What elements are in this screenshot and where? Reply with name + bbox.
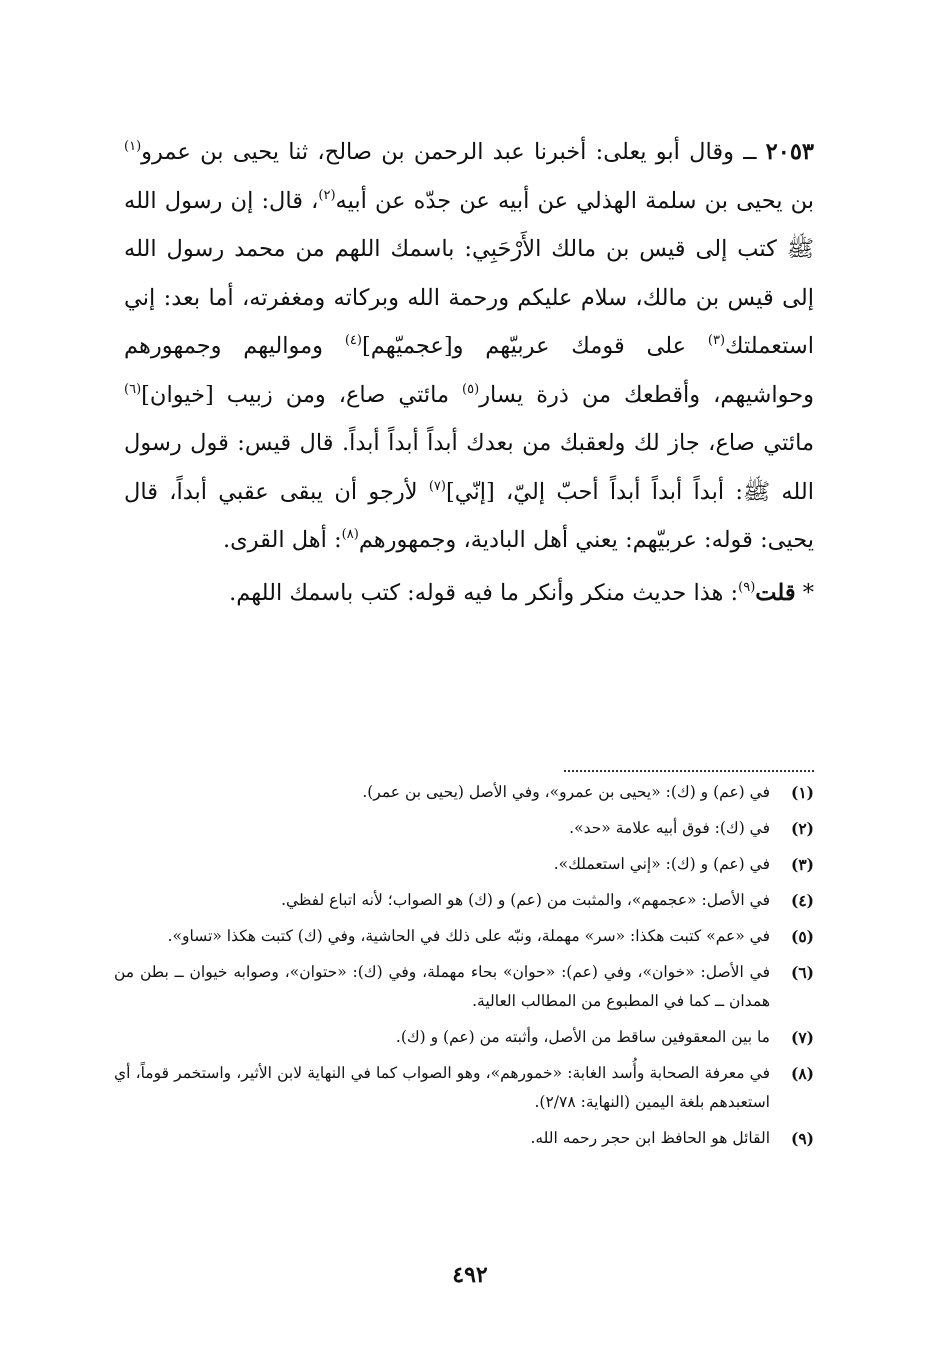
footnote-ref-6: (٦) xyxy=(124,381,142,397)
footnote-ref-9: (٩) xyxy=(738,579,756,595)
text-run: مائتي صاع، جاز لك ولعقبك من بعدك أبداً أبداً أبداً. قال قيس: قول رسول الله ﷺ: أبداً أبداً أبداً أحبّ إليّ، [إنّي] xyxy=(124,430,814,505)
author-comment xyxy=(124,569,814,618)
text-run: بن يحيى بن سلمة الهذلي عن أبيه عن جدّه عن أبيه xyxy=(335,187,814,214)
footnote xyxy=(114,886,814,915)
footnote-number: (٨) xyxy=(790,1064,814,1083)
text-run: لأرجو أن يبقى عقبي أبداً، قال يحيى: قوله: عربيّهم: يعني أهل البادية، وجمهورهم xyxy=(124,478,814,553)
footnote-text: في الأصل: «عجمهم»، والمثبت من (عم) و (ك) هو الصواب؛ لأنه اتباع لفظي. xyxy=(281,891,770,909)
text-run: ، قال: إن رسول الله ﷺ كتب إلى قيس بن مالك الأَرْحَبِي: باسمك اللهم من محمد رسول الله إلى قيس بن مالك، سلام عليكم ورحمة الله وبركاته ومغفرته، أما بعد: إني استعملتك xyxy=(124,187,814,359)
text-run: : أهل القرى. xyxy=(222,527,342,553)
footnote-number: (١) xyxy=(790,783,814,802)
footnote xyxy=(114,1124,814,1153)
footnote-number: (٣) xyxy=(790,855,814,874)
text-run: ــ وقال أبو يعلى: أخبرنا عبد الرحمن بن صالح، ثنا يحيى بن عمرو xyxy=(141,139,766,165)
main-text xyxy=(124,128,814,617)
footnote-text: في معرفة الصحابة وأُسد الغابة: «خمورهم»، وهو الصواب كما في النهاية لابن الأثير، واستخمر قوماً، أي استعبدهم بلغة اليمين (النهاية: ٢/٧٨). xyxy=(114,1064,770,1111)
footnote xyxy=(114,850,814,879)
footnote-number: (٩) xyxy=(790,1129,814,1148)
footnote-ref-2: (٢) xyxy=(318,187,336,203)
footnote-separator xyxy=(564,770,814,772)
text-run: على قومك عربيّهم و[عجميّهم] xyxy=(361,333,708,359)
footnote xyxy=(114,958,814,1016)
qult-label: قلت xyxy=(755,579,796,606)
footnote xyxy=(114,922,814,951)
hadith-paragraph xyxy=(124,128,814,565)
footnote xyxy=(114,1059,814,1117)
footnote-number: (٦) xyxy=(790,963,814,982)
footnote-text: في (ك): فوق أبيه علامة «حد». xyxy=(569,819,770,837)
footnote-text: القائل هو الحافظ ابن حجر رحمه الله. xyxy=(530,1129,770,1147)
footnote-ref-7: (٧) xyxy=(428,478,446,494)
footnote-ref-4: (٤) xyxy=(344,333,362,348)
footnote-ref-1: (١) xyxy=(124,139,142,154)
footnote-number: (٧) xyxy=(790,1028,814,1047)
footnote xyxy=(114,778,814,807)
star-icon: * xyxy=(802,579,814,606)
footnote xyxy=(114,814,814,843)
footnote-number: (٢) xyxy=(790,819,814,838)
footnote-text: في (عم) و (ك): «يحيى بن عمرو»، وفي الأصل (يحيى بن عمر). xyxy=(362,783,770,801)
footnote-ref-5: (٥) xyxy=(462,381,480,397)
footnotes xyxy=(114,778,814,1160)
footnote-number: (٥) xyxy=(790,927,814,946)
comment-text: : هذا حديث منكر وأنكر ما فيه قوله: كتب باسمك اللهم. xyxy=(229,579,739,606)
footnote-text: في الأصل: «خوان»، وفي (عم): «حوان» بحاء مهملة، وفي (ك): «حتوان»، وصوابه خيوان ــ بطن من همدان ــ كما في المطبوع من المطالب العالية. xyxy=(114,963,770,1010)
footnote-text: في «عم» كتبت هكذا: «سر» مهملة، ونبّه على ذلك في الحاشية، وفي (ك) كتبت هكذا «تساو». xyxy=(167,927,770,945)
text-run: مائتي صاع، ومن زبيب [خيوان] xyxy=(141,381,463,408)
footnote-ref-3: (٣) xyxy=(707,333,726,348)
page-number: ٤٩٢ xyxy=(452,1262,488,1288)
footnote-text: ما بين المعقوفين ساقط من الأصل، وأثبته من (عم) و (ك). xyxy=(395,1028,770,1046)
text-run: ومواليهم وجمهورهم وحواشيهم، وأقطعك من ذرة يسار xyxy=(124,333,814,408)
footnote xyxy=(114,1023,814,1052)
footnote-text: في (عم) و (ك): «إني استعملك». xyxy=(553,855,770,873)
footnote-ref-8: (٨) xyxy=(341,527,359,542)
hadith-number: ٢٠٥٣ xyxy=(765,139,814,165)
footnote-number: (٤) xyxy=(790,891,814,910)
